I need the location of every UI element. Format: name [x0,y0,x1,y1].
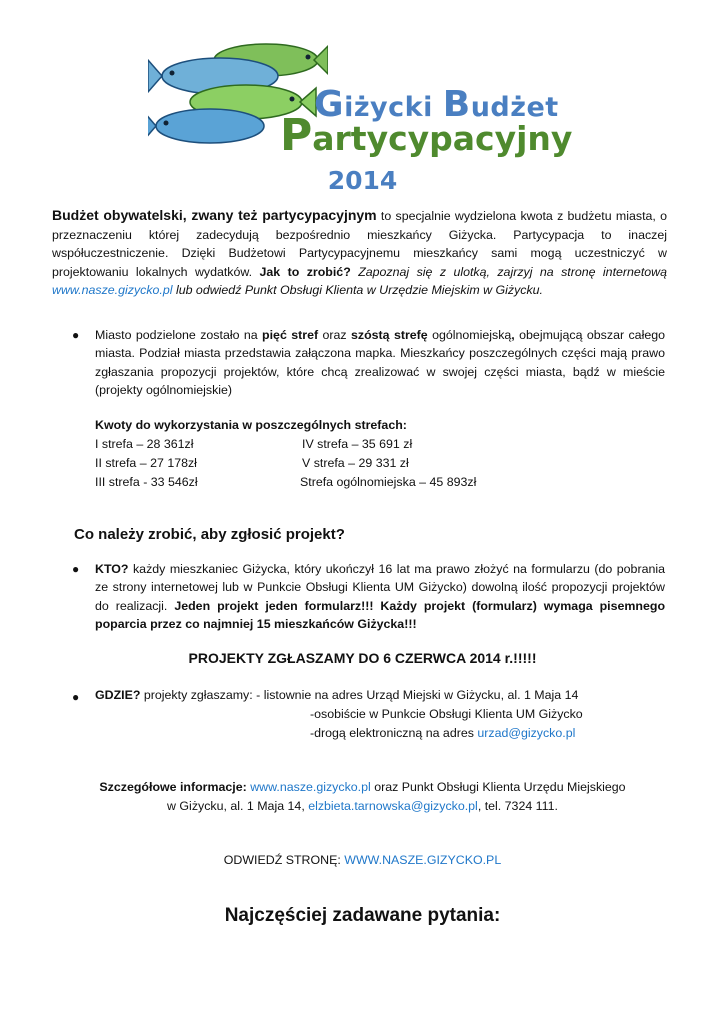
details-site-link[interactable]: www.nasze.gizycko.pl [250,780,371,794]
amount-zone-4: IV strefa – 35 691 zł [302,437,413,451]
year-heading: 2014 [327,166,398,195]
amount-zone-3: III strefa - 33 546zł [95,475,198,489]
intro-link[interactable]: www.nasze.gizycko.pl [52,283,173,298]
bullet-icon: ● [72,690,80,704]
zones-paragraph: Miasto podzielone zostało na pięć stref oraz szóstą strefę ogólnomiejską, obejmującą obszar całego miasta. Podział miasta przedstawia załączona mapka. Mieszkańcy poszczególnych części mają prawo zgłaszania propozycji projektów, które chcą zrealizować w swojej części miasta, bądź w mieście (projekty ogólnomiejskie) [95,328,665,398]
gdzie-line2: -osobiście w Punkcie Obsługi Klienta UM Giżycko [310,707,583,721]
howto-heading: Co należy zrobić, aby zgłosić projekt? [74,526,345,543]
gdzie-line3: -drogą elektroniczną na adres urzad@gizycko.pl [310,726,576,740]
kto-paragraph: KTO? każdy mieszkaniec Giżycka, który ukończył 16 lat ma prawo złożyć na formularzu (do pobrania ze strony internetowej lub w Punkcie Obsługi Klienta UM Giżycko) dowolną ilość propozycji projektów do realizacji. Jeden projekt jeden formularz!!! Każdy projekt (formularz) wymaga pisemnego poparcia przez co najmniej 15 mieszkańców Giżycka!!! [95,562,666,632]
amount-zone-1: I strefa – 28 361zł [95,437,194,451]
intro-paragraph: Budżet obywatelski, zwany też partycypacyjnym to specjalnie wydzielona kwota z budżetu miasta, o przeznaczeniu której zadecydują bezpośrednio mieszkańcy Giżycka. Partycypacja to inaczej współuczestniczenie. Dzięki Budżetowi Partycypacyjnemu mieszkańcy sami mogą uczestniczyć w projektowaniu lokalnych wydatków. Jak to zrobić? Zapoznaj się z ulotką, zajrzyj na stronę internetową www.nasze.gizycko.pl lub odwiedź Punkt Obsługi Klienta w Urzędzie Miejskim w Giżycku. [52,207,667,298]
bullet-icon: ● [72,328,80,342]
deadline-notice: PROJEKTY ZGŁASZAMY DO 6 CZERWCA 2014 r.!!!!! [188,650,537,666]
gdzie-email-link[interactable]: urzad@gizycko.pl [477,726,576,740]
amounts-title: Kwoty do wykorzystania w poszczególnych strefach: [95,418,407,432]
logo-title-line2: Partycypacyjny [280,110,573,161]
amount-zone-5: V strefa – 29 331 zł [302,456,409,470]
bullet-icon: ● [72,562,80,576]
amount-zone-city: Strefa ogólnomiejska – 45 893zł [300,475,477,489]
faq-heading: Najczęściej zadawane pytania: [224,905,501,926]
logo [148,30,578,160]
details-line2: w Giżycku, al. 1 Maja 14, elzbieta.tarnowska@gizycko.pl, tel. 7324 111. [167,799,558,813]
gdzie-line1: GDZIE? projekty zgłaszamy: - listownie na adres Urząd Miejski w Giżycku, al. 1 Maja 14 [95,688,579,702]
details-line1: Szczegółowe informacje: www.nasze.gizycko.pl oraz Punkt Obsługi Klienta Urzędu Miejskiego [99,780,626,794]
visit-line: ODWIEDŹ STRONĘ: WWW.NASZE.GIZYCKO.PL [223,853,502,867]
logo-title-line1: Giżycki Budżet [314,84,559,125]
visit-link[interactable]: WWW.NASZE.GIZYCKO.PL [344,853,502,867]
amount-zone-2: II strefa – 27 178zł [95,456,197,470]
details-email-link[interactable]: elzbieta.tarnowska@gizycko.pl [308,799,478,813]
